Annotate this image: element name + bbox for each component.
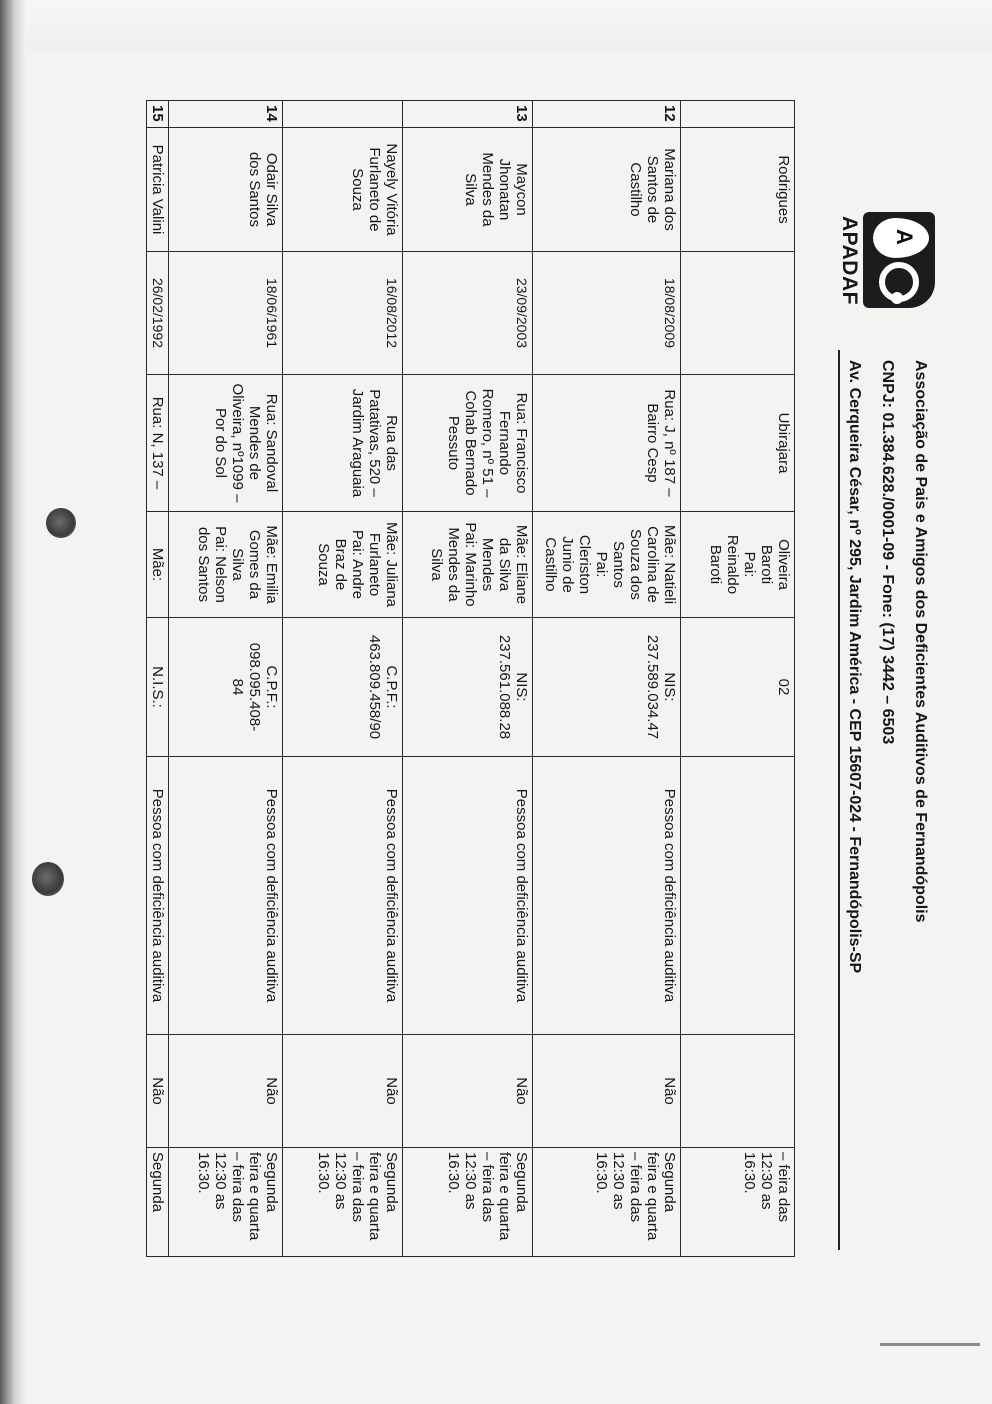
document-number: C.P.F.: 463.809.458/90 (366, 634, 400, 740)
answer-cell (169, 1035, 283, 1148)
document-number-cell (403, 618, 533, 757)
answer: Não (661, 1077, 678, 1105)
answer-cell (681, 1035, 795, 1148)
person-name: Mariana dos Santos de Castilho (627, 148, 678, 231)
birth-date: 26/02/1992 (150, 277, 166, 349)
parents-cell (147, 512, 169, 618)
answer-cell (147, 1035, 169, 1148)
address-cell (147, 375, 169, 512)
person-name: Rodrigues (775, 155, 792, 224)
document-number: N.I.S.: (149, 666, 166, 708)
document-number-cell (283, 618, 403, 757)
person-name: Odair Silva dos Santos (246, 151, 280, 228)
document-number-cell (169, 618, 283, 757)
condition: Pessoa com deficiência auditiva (383, 788, 400, 1003)
table-row (403, 101, 533, 1257)
schedule-cell (403, 1148, 533, 1257)
address-cell (169, 375, 283, 512)
schedule: – feira das 12:30 as 16:30. (741, 1152, 792, 1223)
document-number: 02 (775, 678, 792, 696)
letterhead (831, 100, 941, 1280)
answer-cell (533, 1035, 681, 1148)
schedule-cell (681, 1148, 795, 1257)
person-name: Nayely Vitória Furlaneto de Souza (349, 143, 400, 236)
address-cell (283, 375, 403, 512)
address: Rua: Francisco Fernando Romero, nº 51 – Cohab Bernado Pessuto (445, 388, 530, 498)
parents: Mãe: Juliana Furlaneto Pai: Andre Braz de Souza (315, 521, 400, 608)
table-row (169, 101, 283, 1257)
schedule-cell (283, 1148, 403, 1257)
address: Rua das Patativas, 520 – Jardim Araguaia (349, 388, 400, 498)
condition-cell (169, 757, 283, 1035)
document-number-cell (533, 618, 681, 757)
address: Rua: Sandoval Mendes de Oliveira, nº1099 – Por do Sol (212, 383, 280, 503)
row-number-cell (169, 101, 283, 128)
condition-cell (403, 757, 533, 1035)
address: Rua: J, nº 187 – Bairro Cesp (644, 389, 678, 497)
address-cell (403, 375, 533, 512)
row-number-cell (147, 101, 169, 128)
answer-cell (283, 1035, 403, 1148)
condition: Pessoa com deficiência auditiva (263, 788, 280, 1003)
logo-mark (863, 212, 935, 308)
condition: Pessoa com deficiência auditiva (513, 788, 530, 1003)
answer: Não (383, 1077, 400, 1105)
parents: Mãe: (149, 547, 166, 582)
scan-top-margin (0, 0, 992, 50)
answer: Não (263, 1077, 280, 1105)
table-row (681, 101, 795, 1257)
document-number: C.P.F.: 098.095.408- 84 (229, 642, 280, 732)
birth-date-cell (681, 252, 795, 375)
table-row (533, 101, 681, 1257)
logo-dot-shape (891, 292, 903, 304)
answer: Não (513, 1077, 530, 1105)
person-name-cell (283, 128, 403, 252)
scan-left-edge-shadow (0, 0, 26, 1404)
table-row (283, 101, 403, 1257)
parents: Mãe: Emilia Gomes da Silva Pai: Nelson dos Santos (195, 525, 280, 604)
parents-cell (403, 512, 533, 618)
person-name-cell (169, 128, 283, 252)
parents-cell (169, 512, 283, 618)
condition-cell (283, 757, 403, 1035)
organization-cnpj: CNPJ: 01.384.628./0001-09 - Fone: (17) 3442 – 6503 (879, 360, 896, 745)
birth-date: 16/08/2012 (384, 277, 400, 349)
birth-date: 18/06/1961 (264, 277, 280, 349)
document-number: NIS: 237.561.088.28 (496, 634, 530, 740)
birth-date: 23/09/2003 (514, 277, 530, 349)
schedule: Segunda feira e quarta – feira das 12:30 as 16:30. (315, 1152, 400, 1241)
organization-address: Av. Cerqueira César, nº 295, Jardim América - CEP 15607-024 - Fernandópolis-SP (846, 360, 863, 974)
schedule-cell (169, 1148, 283, 1257)
table-row (147, 101, 169, 1257)
row-number-cell (403, 101, 533, 128)
row-number: 13 (513, 105, 530, 122)
condition-cell (533, 757, 681, 1035)
address: Rua: N, 137 – (149, 396, 166, 490)
schedule-cell (533, 1148, 681, 1257)
parents: Oliveira Baroti Pai: Reinaldo Baroti (707, 534, 792, 595)
schedule: Segunda feira e quarta – feira das 12:30 as 16:30. (593, 1152, 678, 1241)
birth-date-cell (283, 252, 403, 375)
logo-wordmark: APADAF (838, 216, 861, 305)
person-name-cell (147, 128, 169, 252)
punch-hole-bottom (32, 862, 64, 896)
condition-cell (681, 757, 795, 1035)
parents: Mãe: Eliane da Silva Mendes Pai: Marinho Mendes da Silva (428, 522, 530, 607)
parents-cell (681, 512, 795, 618)
document-number-cell (681, 618, 795, 757)
organization-name: Associação de Pais e Amigos dos Deficientes Auditivos de Fernandópolis (912, 360, 929, 923)
schedule: Segunda feira e quarta – feira das 12:30 as 16:30. (195, 1152, 280, 1241)
parents: Mãe: Natieli Carolina de Souza dos Santos Pai: Cleriston Junio de Castilho (542, 524, 678, 605)
row-number: 12 (661, 105, 678, 122)
birth-date: 18/08/2009 (662, 277, 678, 349)
birth-date-cell (533, 252, 681, 375)
row-number-cell (533, 101, 681, 128)
birth-date-cell (169, 252, 283, 375)
schedule: Segunda (149, 1152, 166, 1213)
person-name-cell (681, 128, 795, 252)
address-cell (681, 375, 795, 512)
address-cell (533, 375, 681, 512)
answer: Não (149, 1077, 166, 1105)
schedule-cell (147, 1148, 169, 1257)
schedule: Segunda feira e quarta – feira das 12:30 as 16:30. (445, 1152, 530, 1241)
condition-cell (147, 757, 169, 1035)
person-name: Patricia Valini (149, 144, 166, 235)
condition: Pessoa com deficiência auditiva (661, 788, 678, 1003)
row-number: 15 (149, 105, 166, 122)
document-number: NIS: 237.589.034.47 (644, 634, 678, 740)
person-name: Maycon Jhonatan Mendes da Silva (462, 152, 530, 227)
scan-artifact-line (880, 1343, 980, 1346)
address: Ubirajara (775, 412, 792, 474)
answer-cell (403, 1035, 533, 1148)
person-name-cell (403, 128, 533, 252)
birth-date-cell (403, 252, 533, 375)
punch-hole-top (46, 508, 76, 538)
row-number-cell (681, 101, 795, 128)
rotated-page (149, 100, 941, 1280)
logo-letter: A (892, 229, 917, 245)
parents-cell (533, 512, 681, 618)
beneficiaries-table (146, 100, 795, 1257)
header-rule (838, 350, 840, 1250)
row-number-cell (283, 101, 403, 128)
row-number: 14 (263, 105, 280, 122)
condition: Pessoa com deficiência auditiva (149, 788, 166, 1003)
apadaf-logo (835, 212, 935, 314)
birth-date-cell (147, 252, 169, 375)
parents-cell (283, 512, 403, 618)
document-number-cell (147, 618, 169, 757)
person-name-cell (533, 128, 681, 252)
